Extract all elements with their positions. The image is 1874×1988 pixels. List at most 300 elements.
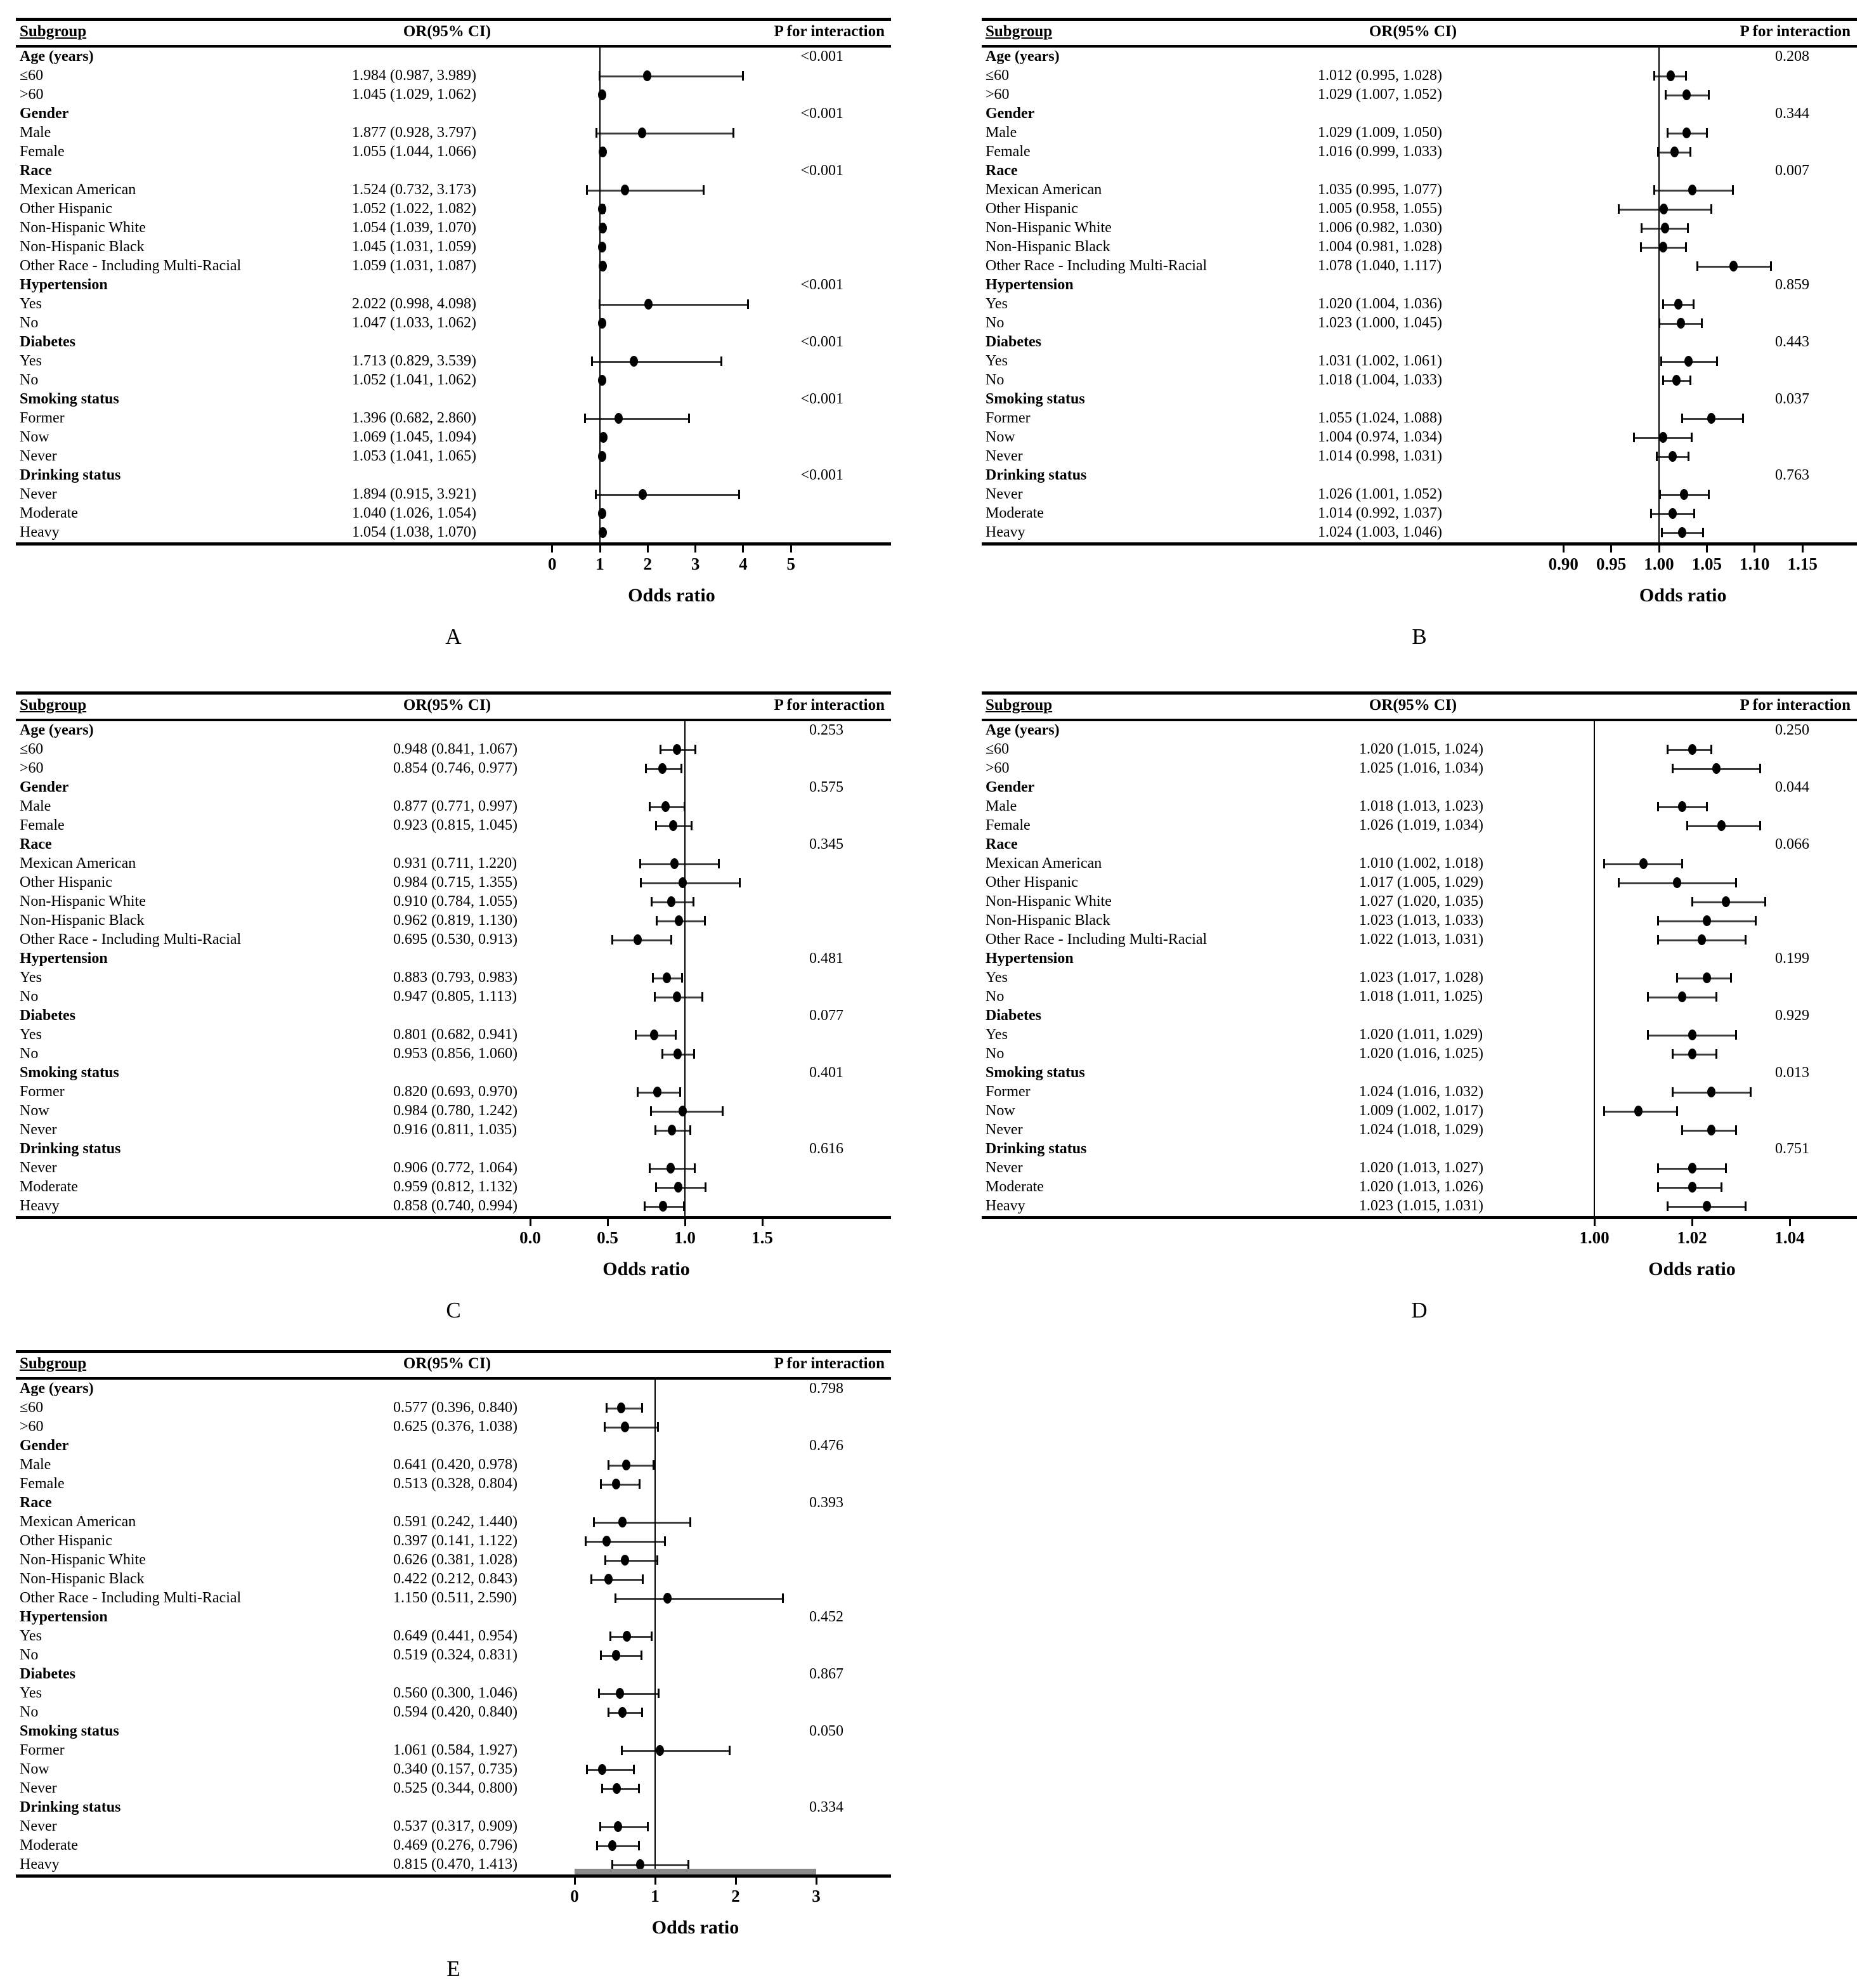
subgroup-row: [16, 816, 891, 835]
ci-cap-left: [1640, 242, 1642, 252]
subgroup-row: [16, 238, 891, 257]
ci-bar: [592, 361, 721, 363]
subgroup-label: No: [20, 988, 39, 1005]
subgroup-row: [16, 200, 891, 219]
subgroup-row: [982, 797, 1857, 816]
x-axis-label: Odds ratio: [651, 1917, 739, 1938]
subgroup-row: [982, 181, 1857, 200]
subgroup-label: Yes: [986, 296, 1008, 312]
or-ci-value: 0.984 (0.780, 1.242): [393, 1102, 517, 1119]
ci-cap-left: [1696, 261, 1698, 271]
subgroup-label: ≤60: [20, 67, 44, 84]
point-estimate-marker: [667, 1163, 675, 1174]
subgroup-row: [16, 1102, 891, 1121]
ci-cap-left: [649, 802, 651, 811]
p-interaction-value: 0.253: [809, 722, 843, 738]
point-estimate-marker: [675, 915, 683, 926]
subgroup-row: [982, 238, 1857, 257]
or-ci-value: 1.022 (1.013, 1.031): [1359, 931, 1483, 948]
x-axis: [982, 1219, 1857, 1257]
axis-tick-label: 1.05: [1691, 554, 1722, 573]
panel-header: [982, 695, 1857, 719]
subgroup-label: Heavy: [20, 1198, 60, 1214]
panel-letter: A: [445, 624, 462, 649]
group-label: Gender: [20, 105, 69, 122]
ci-cap-left: [611, 1860, 613, 1869]
ci-cap-left: [1647, 992, 1649, 1002]
x-axis: [16, 546, 891, 584]
column-header-or-ci: OR(95% CI): [1369, 23, 1457, 40]
subgroup-label: >60: [986, 86, 1010, 103]
ci-cap-left: [1603, 1106, 1605, 1116]
subgroup-label: Never: [20, 1160, 57, 1176]
ci-cap-right: [1755, 916, 1757, 925]
p-interaction-value: 0.763: [1775, 467, 1809, 483]
subgroup-row: [16, 447, 891, 466]
or-ci-value: 1.018 (1.013, 1.023): [1359, 798, 1483, 814]
point-estimate-marker: [1688, 1030, 1696, 1040]
point-estimate-marker: [674, 1182, 682, 1193]
point-estimate-marker: [673, 1049, 682, 1059]
ci-cap-right: [680, 764, 682, 773]
subgroup-row: [16, 969, 891, 988]
point-estimate-marker: [1688, 185, 1696, 195]
point-estimate-marker: [1659, 242, 1667, 252]
subgroup-row: [16, 1570, 891, 1589]
ci-cap-right: [657, 1422, 659, 1432]
group-label: Race: [986, 162, 1018, 179]
ci-bar: [613, 1864, 689, 1866]
point-estimate-marker: [1678, 801, 1686, 812]
or-ci-value: 1.029 (1.009, 1.050): [1318, 124, 1442, 141]
column-header-p-interaction: P for interaction: [774, 23, 885, 40]
ci-cap-left: [1647, 1030, 1649, 1040]
point-estimate-marker: [1722, 896, 1730, 907]
subgroup-row: [982, 1178, 1857, 1197]
subgroup-row: [982, 931, 1857, 950]
ci-cap-right: [679, 1087, 681, 1097]
ci-cap-right: [1715, 992, 1717, 1002]
or-ci-value: 0.984 (0.715, 1.355): [393, 874, 517, 891]
ci-cap-left: [654, 992, 656, 1002]
subgroup-row: [982, 740, 1857, 759]
point-estimate-marker: [1672, 375, 1681, 386]
subgroup-label: Never: [986, 448, 1023, 464]
subgroup-label: Now: [20, 1102, 49, 1119]
p-interaction-value: 0.751: [1775, 1141, 1809, 1157]
group-label: Drinking status: [20, 1799, 121, 1815]
point-estimate-marker: [1707, 413, 1715, 424]
group-label: Drinking status: [20, 1141, 121, 1157]
or-ci-value: 1.012 (0.995, 1.028): [1318, 67, 1442, 84]
group-row: [16, 333, 891, 352]
subgroup-row: [16, 1121, 891, 1140]
group-label: Age (years): [20, 48, 94, 65]
or-ci-value: 1.014 (0.998, 1.031): [1318, 448, 1442, 464]
group-label: Smoking status: [986, 1064, 1085, 1081]
subgroup-label: >60: [20, 760, 44, 776]
group-row: [982, 276, 1857, 295]
subgroup-row: [982, 1083, 1857, 1102]
subgroup-label: Male: [986, 124, 1017, 141]
ci-cap-left: [661, 1049, 663, 1059]
axis-tick-label: 5: [786, 554, 795, 573]
subgroup-row: [982, 1102, 1857, 1121]
point-estimate-marker: [673, 744, 681, 755]
subgroup-label: >60: [986, 760, 1010, 776]
ci-bar: [616, 1598, 783, 1600]
point-estimate-marker: [1703, 1201, 1711, 1212]
axis-tick: [694, 546, 696, 553]
ci-cap-right: [639, 1479, 641, 1489]
subgroup-row: [982, 124, 1857, 143]
or-ci-value: 0.340 (0.157, 0.735): [393, 1761, 517, 1777]
group-label: Hypertension: [20, 950, 108, 967]
or-ci-value: 1.045 (1.029, 1.062): [352, 86, 476, 103]
group-label: Age (years): [20, 1380, 94, 1397]
or-ci-value: 1.006 (0.982, 1.030): [1318, 219, 1442, 236]
axis-tick-label: 3: [691, 554, 700, 573]
or-ci-value: 1.025 (1.016, 1.034): [1359, 760, 1483, 776]
subgroup-row: [982, 200, 1857, 219]
or-ci-value: 0.931 (0.711, 1.220): [393, 855, 517, 872]
p-interaction-value: 0.452: [809, 1609, 843, 1625]
or-ci-value: 0.959 (0.812, 1.132): [393, 1179, 517, 1195]
ci-cap-left: [1618, 878, 1620, 887]
subgroup-row: [982, 219, 1857, 238]
group-row: [16, 1665, 891, 1684]
subgroup-row: [982, 988, 1857, 1007]
subgroup-label: Never: [20, 448, 57, 464]
group-label: Gender: [20, 779, 69, 795]
or-ci-value: 0.519 (0.324, 0.831): [393, 1647, 517, 1663]
ci-cap-left: [621, 1746, 623, 1755]
group-row: [982, 1064, 1857, 1083]
axis-tick-label: 1.10: [1740, 554, 1770, 573]
ci-cap-right: [1685, 242, 1687, 252]
group-label: Age (years): [986, 722, 1060, 738]
ci-cap-right: [638, 1784, 640, 1793]
ci-cap-left: [1657, 802, 1659, 811]
or-ci-value: 1.024 (1.016, 1.032): [1359, 1083, 1483, 1100]
panel-header: [16, 1353, 891, 1377]
ci-cap-right: [1735, 1030, 1737, 1040]
subgroup-row: [16, 759, 891, 778]
x-axis: [982, 546, 1857, 584]
point-estimate-marker: [1678, 991, 1686, 1002]
subgroup-label: Non-Hispanic White: [20, 893, 146, 910]
axis-tick: [1706, 546, 1708, 553]
or-ci-value: 1.053 (1.041, 1.065): [352, 448, 476, 464]
or-ci-value: 1.984 (0.987, 3.989): [352, 67, 476, 84]
subgroup-label: Non-Hispanic White: [986, 893, 1112, 910]
subgroup-label: Female: [20, 817, 65, 834]
subgroup-row: [16, 740, 891, 759]
or-ci-value: 0.577 (0.396, 0.840): [393, 1399, 517, 1416]
subgroup-label: Never: [20, 486, 57, 502]
group-label: Hypertension: [20, 277, 108, 293]
p-interaction-value: 0.798: [809, 1380, 843, 1397]
subgroup-label: Other Hispanic: [20, 200, 112, 217]
forest-rows: [982, 721, 1857, 1216]
ci-cap-right: [742, 71, 744, 81]
subgroup-label: Never: [20, 1122, 57, 1138]
or-ci-value: 1.020 (1.013, 1.026): [1359, 1179, 1483, 1195]
ci-cap-left: [1672, 1087, 1674, 1097]
ci-cap-right: [651, 1632, 653, 1641]
reference-line: [599, 48, 601, 542]
panel-letter: D: [1411, 1298, 1428, 1323]
ci-cap-left: [1657, 1163, 1659, 1173]
ci-cap-left: [608, 1708, 609, 1717]
group-row: [982, 778, 1857, 797]
axis-tick-label: 1.00: [1579, 1228, 1610, 1247]
ci-cap-right: [694, 1163, 696, 1173]
point-estimate-marker: [630, 356, 638, 367]
subgroup-row: [16, 371, 891, 390]
point-estimate-marker: [618, 1707, 627, 1718]
or-ci-value: 0.858 (0.740, 0.994): [393, 1198, 517, 1214]
ci-cap-right: [739, 878, 741, 887]
ci-cap-right: [1742, 414, 1744, 423]
ci-cap-right: [704, 916, 706, 925]
axis-tick-label: 0.5: [597, 1228, 618, 1247]
or-ci-value: 1.054 (1.039, 1.070): [352, 219, 476, 236]
group-row: [982, 48, 1857, 67]
or-ci-value: 1.018 (1.011, 1.025): [1359, 988, 1483, 1005]
or-ci-value: 1.047 (1.033, 1.062): [352, 315, 476, 331]
group-row: [16, 1380, 891, 1399]
axis-tick: [735, 1878, 737, 1885]
ci-cap-left: [1618, 204, 1620, 214]
axis-tick-label: 0.90: [1548, 554, 1578, 573]
ci-cap-right: [1745, 1201, 1747, 1211]
axis-tick-label: 1.00: [1644, 554, 1674, 573]
axis-tick: [530, 1219, 531, 1226]
forest-panel-e: [16, 1350, 891, 1984]
p-interaction-value: 0.050: [809, 1723, 843, 1739]
ci-bar: [601, 1484, 639, 1486]
or-ci-value: 0.815 (0.470, 1.413): [393, 1856, 517, 1873]
or-ci-value: 0.397 (0.141, 1.122): [393, 1533, 517, 1549]
subgroup-row: [16, 523, 891, 542]
ci-cap-left: [655, 1182, 657, 1192]
subgroup-label: >60: [20, 1418, 44, 1435]
or-ci-value: 1.054 (1.038, 1.070): [352, 524, 476, 540]
ci-cap-left: [595, 490, 597, 499]
axis-tick: [790, 546, 792, 553]
ci-cap-left: [1665, 90, 1667, 100]
ci-cap-right: [693, 1049, 695, 1059]
point-estimate-marker: [612, 1479, 620, 1489]
axis-tick-label: 4: [739, 554, 748, 573]
ci-cap-left: [652, 973, 654, 983]
ci-cap-right: [1706, 128, 1708, 138]
subgroup-label: Mexican American: [20, 181, 136, 198]
subgroup-row: [16, 931, 891, 950]
or-ci-value: 0.626 (0.381, 1.028): [393, 1552, 517, 1568]
point-estimate-marker: [670, 858, 679, 869]
ci-cap-right: [1691, 433, 1693, 442]
ci-cap-left: [1676, 973, 1678, 983]
or-ci-value: 1.052 (1.041, 1.062): [352, 372, 476, 388]
point-estimate-marker: [663, 972, 671, 983]
subgroup-label: Other Hispanic: [986, 200, 1078, 217]
ci-cap-left: [1657, 916, 1659, 925]
or-ci-value: 0.641 (0.420, 0.978): [393, 1456, 517, 1473]
group-row: [16, 950, 891, 969]
ci-cap-left: [1660, 356, 1662, 366]
ci-cap-right: [1676, 1106, 1678, 1116]
ci-cap-right: [693, 897, 694, 906]
subgroup-label: Other Race - Including Multi-Racial: [20, 1590, 242, 1606]
group-label: Diabetes: [20, 1666, 75, 1682]
subgroup-label: Other Hispanic: [20, 874, 112, 891]
subgroup-row: [16, 1456, 891, 1475]
subgroup-row: [16, 1045, 891, 1064]
subgroup-row: [16, 1083, 891, 1102]
or-ci-value: 0.591 (0.242, 1.440): [393, 1514, 517, 1530]
axis-tick: [551, 546, 553, 553]
ci-cap-left: [590, 1574, 592, 1584]
or-ci-value: 1.020 (1.004, 1.036): [1318, 296, 1442, 312]
or-ci-value: 0.854 (0.746, 0.977): [393, 760, 517, 776]
axis-tick-label: 1.5: [752, 1228, 773, 1247]
axis-tick: [1802, 546, 1804, 553]
point-estimate-marker: [659, 1201, 667, 1212]
subgroup-label: Mexican American: [20, 855, 136, 872]
ci-cap-left: [615, 1593, 616, 1603]
subgroup-row: [982, 428, 1857, 447]
ci-cap-left: [604, 1422, 606, 1432]
subgroup-label: Now: [986, 429, 1015, 445]
subgroup-label: No: [20, 1704, 39, 1720]
ci-cap-left: [611, 935, 613, 945]
subgroup-row: [16, 124, 891, 143]
x-axis: [16, 1878, 891, 1916]
ci-cap-left: [1603, 859, 1605, 868]
ci-cap-right: [1687, 223, 1689, 233]
ci-cap-right: [1715, 1049, 1717, 1059]
point-estimate-marker: [1703, 972, 1711, 983]
ci-cap-right: [687, 1860, 689, 1869]
subgroup-row: [16, 1513, 891, 1532]
group-label: Race: [20, 1494, 52, 1511]
subgroup-row: [16, 1646, 891, 1665]
point-estimate-marker: [604, 1574, 613, 1585]
or-ci-value: 1.396 (0.682, 2.860): [352, 410, 476, 426]
axis-tick: [599, 546, 601, 553]
point-estimate-marker: [1670, 147, 1679, 157]
group-row: [16, 1608, 891, 1627]
axis-tick: [1789, 1219, 1791, 1226]
axis-tick-label: 0.95: [1596, 554, 1627, 573]
or-ci-value: 0.916 (0.811, 1.035): [393, 1122, 517, 1138]
or-ci-value: 1.069 (1.045, 1.094): [352, 429, 476, 445]
subgroup-label: Heavy: [986, 1198, 1025, 1214]
ci-cap-right: [705, 1182, 706, 1192]
group-label: Hypertension: [986, 277, 1074, 293]
ci-bar: [597, 133, 734, 134]
subgroup-row: [982, 295, 1857, 314]
subgroup-row: [16, 1760, 891, 1779]
ci-cap-right: [675, 1030, 677, 1040]
ci-bar: [600, 1826, 647, 1828]
subgroup-row: [16, 1026, 891, 1045]
group-label: Diabetes: [20, 334, 75, 350]
axis-tick: [1658, 546, 1660, 553]
point-estimate-marker: [598, 1764, 606, 1775]
point-estimate-marker: [612, 1650, 620, 1661]
subgroup-label: Yes: [986, 969, 1008, 986]
point-estimate-marker: [1712, 763, 1721, 774]
subgroup-label: Heavy: [986, 524, 1025, 540]
subgroup-row: [982, 759, 1857, 778]
subgroup-label: Non-Hispanic Black: [20, 239, 145, 255]
or-ci-value: 1.045 (1.031, 1.059): [352, 239, 476, 255]
subgroup-row: [16, 428, 891, 447]
or-ci-value: 0.877 (0.771, 0.997): [393, 798, 517, 814]
or-ci-value: 1.059 (1.031, 1.087): [352, 258, 476, 274]
subgroup-row: [16, 485, 891, 504]
point-estimate-marker: [1669, 451, 1677, 462]
column-header-or-ci: OR(95% CI): [403, 1355, 491, 1372]
subgroup-label: No: [20, 372, 39, 388]
forest-panel-a: [16, 18, 891, 652]
point-estimate-marker: [1717, 820, 1726, 831]
ci-cap-left: [650, 1106, 652, 1116]
point-estimate-marker: [1661, 223, 1669, 233]
or-ci-value: 0.953 (0.856, 1.060): [393, 1045, 517, 1062]
or-ci-value: 0.962 (0.819, 1.130): [393, 912, 517, 929]
ci-cap-right: [688, 414, 690, 423]
subgroup-row: [982, 816, 1857, 835]
subgroup-row: [16, 1741, 891, 1760]
subgroup-label: Former: [20, 410, 65, 426]
ci-cap-right: [1708, 90, 1710, 100]
p-interaction-value: 0.037: [1775, 391, 1809, 407]
subgroup-row: [16, 181, 891, 200]
point-estimate-marker: [623, 1631, 631, 1642]
p-interaction-value: <0.001: [800, 391, 843, 407]
ci-cap-right: [1730, 973, 1732, 983]
subgroup-row: [982, 1026, 1857, 1045]
or-ci-value: 0.948 (0.841, 1.067): [393, 741, 517, 757]
or-ci-value: 0.947 (0.805, 1.113): [393, 988, 517, 1005]
or-ci-value: 1.027 (1.020, 1.035): [1359, 893, 1483, 910]
subgroup-label: Non-Hispanic Black: [20, 1571, 145, 1587]
group-row: [16, 721, 891, 740]
point-estimate-marker: [1684, 356, 1693, 367]
subgroup-label: Moderate: [20, 1837, 78, 1854]
column-header-p-interaction: P for interaction: [1740, 23, 1851, 40]
subgroup-label: Yes: [20, 1628, 42, 1644]
p-interaction-value: <0.001: [800, 48, 843, 65]
point-estimate-marker: [1707, 1087, 1715, 1097]
or-ci-value: 1.023 (1.017, 1.028): [1359, 969, 1483, 986]
ci-cap-left: [604, 1555, 606, 1565]
subgroup-row: [982, 314, 1857, 333]
group-row: [16, 276, 891, 295]
or-ci-value: 1.150 (0.511, 2.590): [393, 1590, 517, 1606]
point-estimate-marker: [663, 1593, 672, 1604]
ci-cap-right: [722, 1106, 724, 1116]
ci-cap-left: [1681, 1125, 1683, 1135]
ci-cap-right: [1685, 71, 1687, 81]
panel-header: [982, 21, 1857, 45]
ci-cap-left: [656, 916, 658, 925]
or-ci-value: 1.052 (1.022, 1.082): [352, 200, 476, 217]
